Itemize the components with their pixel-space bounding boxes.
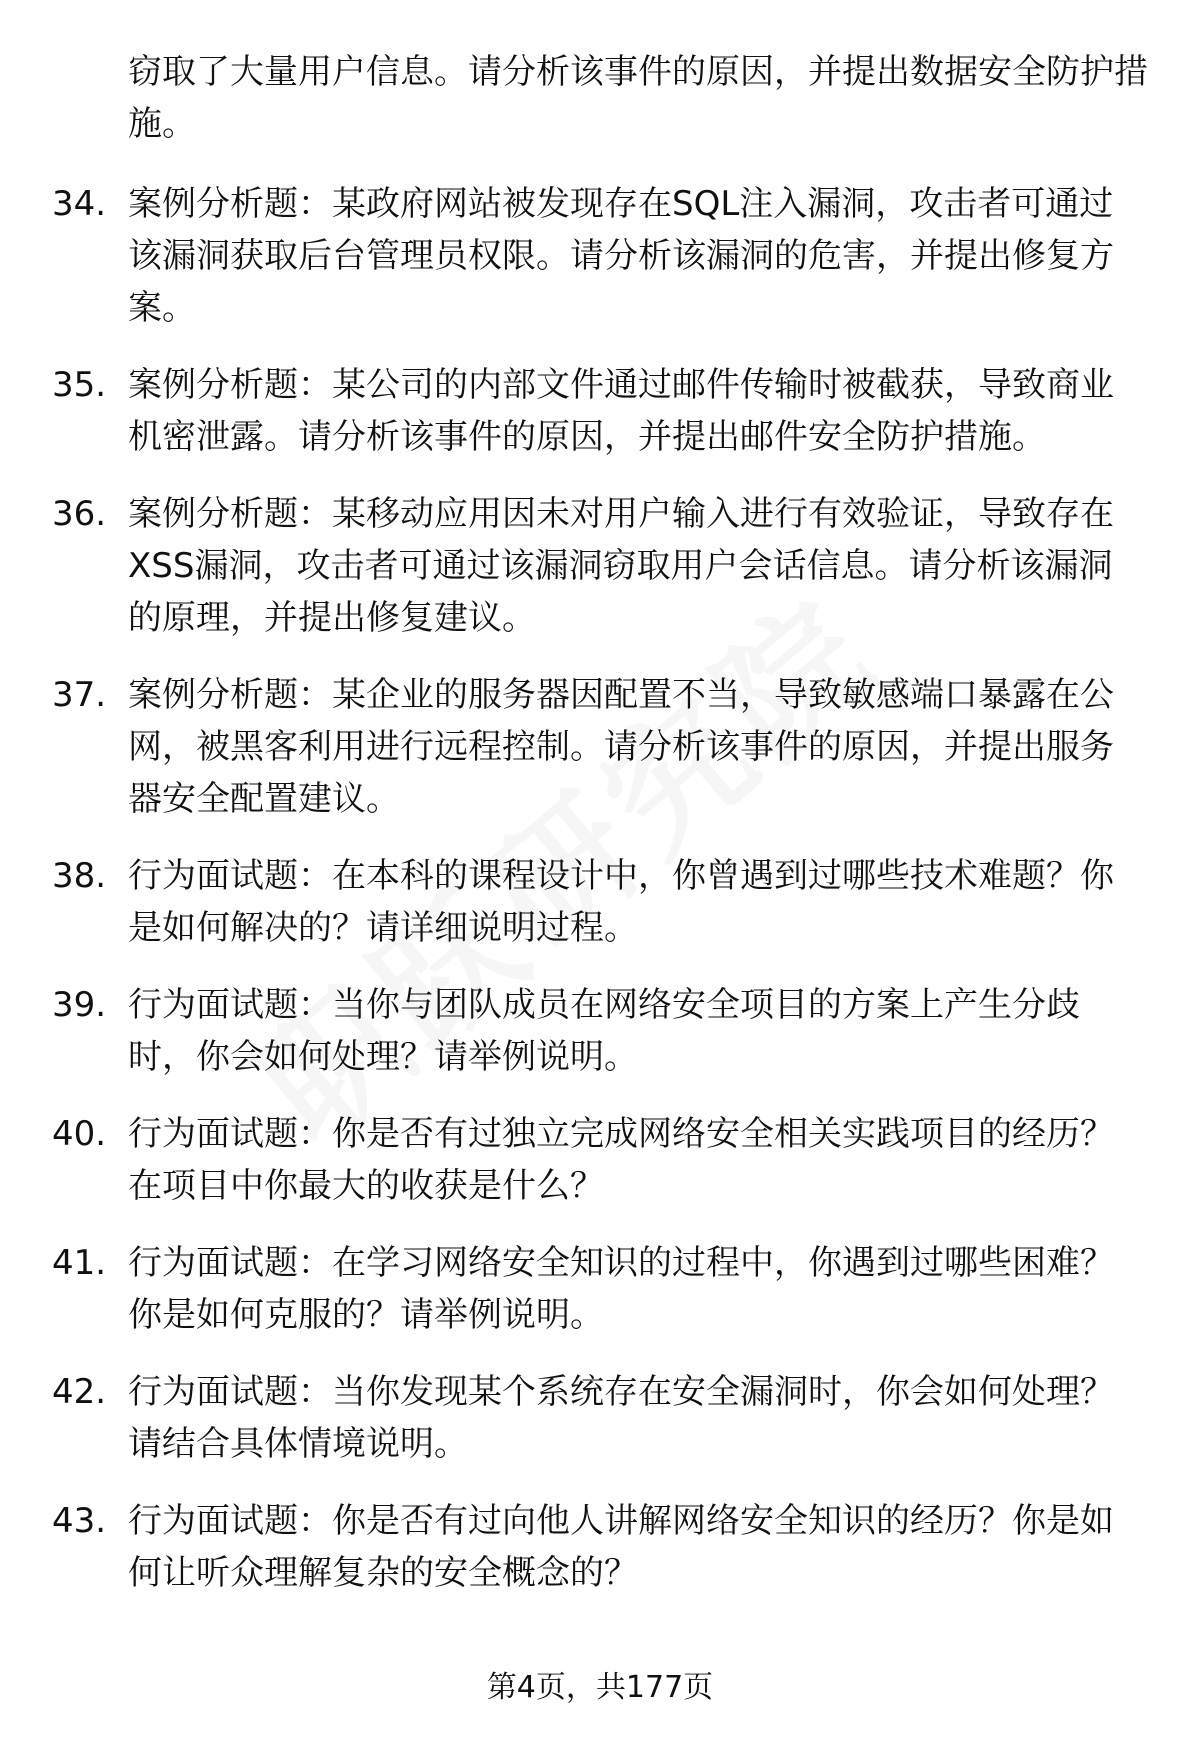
question-text: 案例分析题：某公司的内部文件通过邮件传输时被截获，导致商业机密泄露。请分析该事件的原因，并提出邮件安全防护措施。 bbox=[128, 365, 1114, 457]
page-footer: 第4页，共177页 bbox=[486, 1670, 714, 1705]
question-item bbox=[52, 359, 1162, 463]
question-item bbox=[52, 1366, 1162, 1470]
question-number: 38. bbox=[52, 856, 107, 896]
question-number: 34. bbox=[52, 184, 107, 224]
continued-question-text: 窃取了大量用户信息。请分析该事件的原因，并提出数据安全防护措施。 bbox=[128, 52, 1148, 144]
question-number: 42. bbox=[52, 1372, 107, 1412]
question-item bbox=[52, 1495, 1162, 1599]
question-number: 41. bbox=[52, 1243, 107, 1283]
question-item bbox=[52, 850, 1162, 954]
question-text: 案例分析题：某移动应用因未对用户输入进行有效验证，导致存在XSS漏洞，攻击者可通过该漏洞窃取用户会话信息。请分析该漏洞的原理，并提出修复建议。 bbox=[128, 494, 1114, 638]
question-text: 案例分析题：某政府网站被发现存在SQL注入漏洞，攻击者可通过该漏洞获取后台管理员权限。请分析该漏洞的危害，并提出修复方案。 bbox=[128, 184, 1114, 328]
question-number: 39. bbox=[52, 985, 107, 1025]
question-number: 36. bbox=[52, 494, 107, 534]
question-text: 行为面试题：在本科的课程设计中，你曾遇到过哪些技术难题？你是如何解决的？请详细说明过程。 bbox=[128, 856, 1114, 948]
question-item bbox=[52, 1108, 1162, 1212]
question-item bbox=[52, 979, 1162, 1083]
question-text: 行为面试题：当你与团队成员在网络安全项目的方案上产生分歧时，你会如何处理？请举例说明。 bbox=[128, 985, 1080, 1077]
question-number: 35. bbox=[52, 365, 107, 405]
question-text: 行为面试题：当你发现某个系统存在安全漏洞时，你会如何处理？请结合具体情境说明。 bbox=[128, 1372, 1114, 1464]
question-text: 行为面试题：你是否有过独立完成网络安全相关实践项目的经历？在项目中你最大的收获是什么？ bbox=[128, 1114, 1114, 1206]
question-text: 案例分析题：某企业的服务器因配置不当，导致敏感端口暴露在公网，被黑客利用进行远程控制。请分析该事件的原因，并提出服务器安全配置建议。 bbox=[128, 675, 1114, 819]
question-text: 行为面试题：你是否有过向他人讲解网络安全知识的经历？你是如何让听众理解复杂的安全概念的？ bbox=[128, 1501, 1114, 1593]
question-text: 行为面试题：在学习网络安全知识的过程中，你遇到过哪些困难？你是如何克服的？请举例说明。 bbox=[128, 1243, 1114, 1335]
question-list bbox=[52, 46, 1162, 1624]
question-item bbox=[52, 178, 1162, 334]
question-item bbox=[52, 669, 1162, 825]
question-number: 40. bbox=[52, 1114, 107, 1154]
question-item bbox=[52, 1237, 1162, 1341]
question-number: 37. bbox=[52, 675, 107, 715]
question-number: 43. bbox=[52, 1501, 107, 1541]
question-item bbox=[52, 488, 1162, 644]
